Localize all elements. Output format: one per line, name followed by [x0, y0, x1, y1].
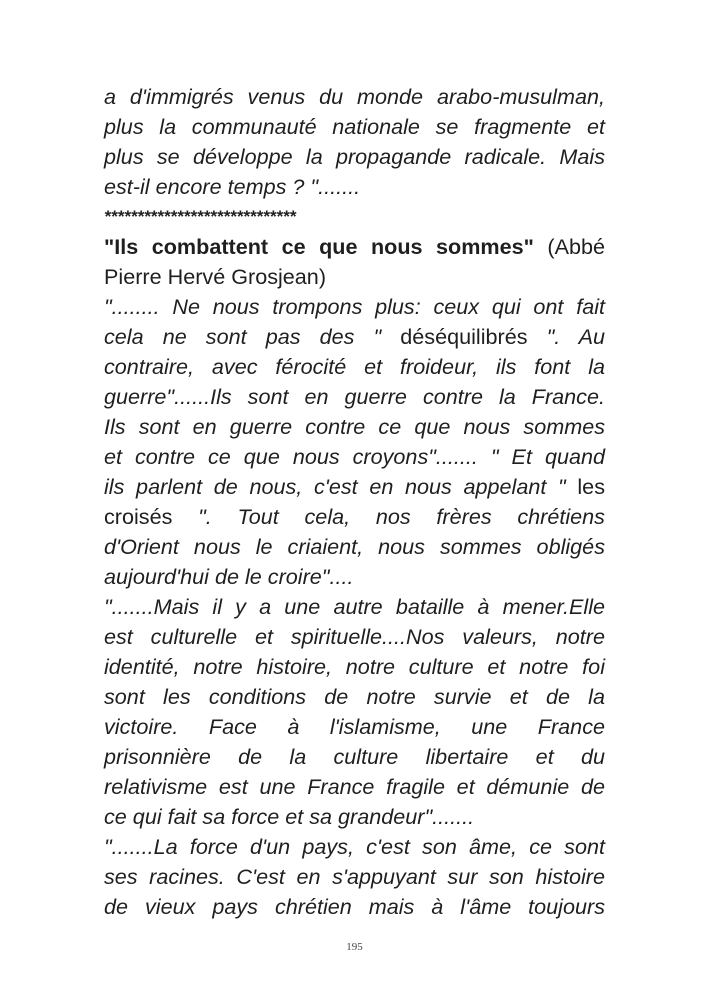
- text-line: de vieux pays chrétien mais à l'âme toujours: [104, 894, 605, 919]
- text-line: et contre ce que nous croyons"....... " Et quand: [104, 444, 605, 469]
- separator-stars: *****************************: [104, 207, 296, 226]
- text-line: est culturelle et spirituelle....Nos valeurs, notre: [104, 624, 605, 649]
- text-line: plus se développe la propagande radicale. Mais: [104, 144, 605, 169]
- text-line: Ils sont en guerre contre ce que nous sommes: [104, 414, 605, 439]
- text-line: [104, 502, 605, 532]
- text-line: ses racines. C'est en s'appuyant sur son histoire: [104, 864, 605, 889]
- text-line: ".......Mais il y a une autre bataille à mener.Elle: [104, 594, 605, 619]
- page-number: 195: [346, 941, 363, 953]
- text-line: d'Orient nous le criaient, nous sommes obligés: [104, 534, 605, 559]
- text-line: victoire. Face à l'islamisme, une France: [104, 714, 605, 739]
- text-segment: croisés: [104, 504, 199, 529]
- text-segment: déséquilibrés: [381, 324, 547, 349]
- text-line: plus la communauté nationale se fragmente et: [104, 114, 605, 139]
- text-line: identité, notre histoire, notre culture et notre foi: [104, 654, 605, 679]
- text-line: guerre"......Ils sont en guerre contre la France.: [104, 384, 605, 409]
- text-segment: ils parlent de nous, c'est en nous appelant ": [104, 474, 566, 499]
- text-line: aujourd'hui de le croire"....: [104, 564, 354, 589]
- text-line: contraire, avec férocité et froideur, ils font la: [104, 354, 605, 379]
- text-line: prisonnière de la culture libertaire et du: [104, 744, 605, 769]
- text-line: "........ Ne nous trompons plus: ceux qui ont fait: [104, 294, 605, 319]
- text-line: [104, 232, 605, 262]
- text-line: Pierre Hervé Grosjean): [104, 264, 327, 289]
- text-line: sont les conditions de notre survie et de la: [104, 684, 605, 709]
- heading-attribution: (Abbé: [533, 234, 605, 259]
- text-line: ".......La force d'un pays, c'est son âme, ce sont: [104, 834, 605, 859]
- text-line: [104, 472, 605, 502]
- text-segment: les: [565, 474, 605, 499]
- text-line: [104, 322, 605, 352]
- text-segment: ". Tout cela, nos frères chrétiens: [198, 504, 605, 529]
- text-line: a d'immigrés venus du monde arabo-musulman,: [104, 84, 605, 109]
- text-line: ce qui fait sa force et sa grandeur".......: [104, 804, 475, 829]
- text-segment: cela ne sont pas des ": [104, 324, 382, 349]
- heading-title: "Ils combattent ce que nous sommes": [104, 234, 534, 259]
- body-text: [104, 82, 605, 922]
- text-segment: ". Au: [546, 324, 605, 349]
- text-line: est-il encore temps ? ".......: [104, 174, 361, 199]
- text-line: relativisme est une France fragile et démunie de: [104, 774, 605, 799]
